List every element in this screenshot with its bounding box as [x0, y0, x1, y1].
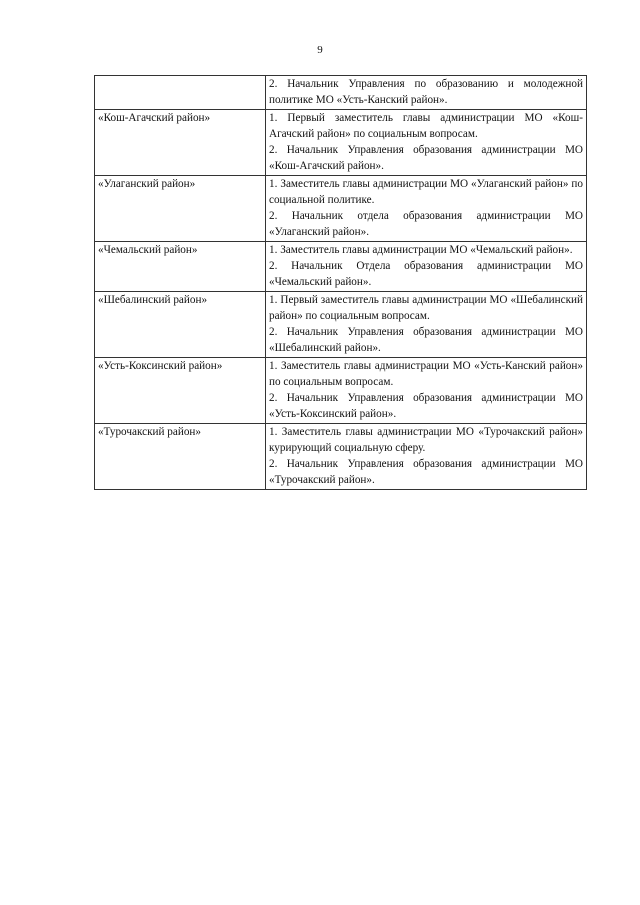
official-entry: 1. Первый заместитель главы администрации МО «Шебалинский район» по социальным вопросам.	[269, 294, 583, 322]
district-cell: «Кош-Агачский район»	[95, 110, 266, 176]
table-row	[95, 110, 587, 176]
official-entry: 2. Начальник отдела образования администрации МО «Улаганский район».	[269, 210, 583, 238]
table-row	[95, 242, 587, 292]
district-cell: «Улаганский район»	[95, 176, 266, 242]
official-entry: 1. Заместитель главы администрации МО «Турочакский район» курирующий социальную сферу.	[269, 426, 583, 454]
officials-cell	[266, 424, 587, 490]
table-row	[95, 176, 587, 242]
officials-cell	[266, 76, 587, 110]
district-cell	[95, 76, 266, 110]
officials-cell	[266, 292, 587, 358]
table-row	[95, 76, 587, 110]
official-entry: 2. Начальник Управления образования администрации МО «Кош-Агачский район».	[269, 144, 583, 172]
districts-officials-table	[94, 75, 587, 490]
official-entry: 2. Начальник Управления образования администрации МО «Шебалинский район».	[269, 326, 583, 354]
official-entry: 2. Начальник Отдела образования администрации МО «Чемальский район».	[269, 260, 583, 288]
page-number: 9	[317, 44, 323, 56]
officials-cell	[266, 358, 587, 424]
district-cell: «Турочакский район»	[95, 424, 266, 490]
official-entry: 2. Начальник Управления образования администрации МО «Усть-Коксинский район».	[269, 392, 583, 420]
official-entry: 1. Заместитель главы администрации МО «Усть-Канский район» по социальным вопросам.	[269, 360, 583, 388]
official-entry: 2. Начальник Управления по образованию и молодежной политике МО «Усть-Канский район».	[269, 78, 583, 106]
official-entry: 1. Первый заместитель главы администрации МО «Кош-Агачский район» по социальным вопросам.	[269, 112, 583, 140]
district-cell: «Шебалинский район»	[95, 292, 266, 358]
district-cell: «Чемальский район»	[95, 242, 266, 292]
officials-cell	[266, 110, 587, 176]
table-row	[95, 358, 587, 424]
table-row	[95, 424, 587, 490]
table-row	[95, 292, 587, 358]
official-entry: 1. Заместитель главы администрации МО «Чемальский район».	[269, 244, 573, 256]
district-cell: «Усть-Коксинский район»	[95, 358, 266, 424]
official-entry: 1. Заместитель главы администрации МО «Улаганский район» по социальной политике.	[269, 178, 583, 206]
official-entry: 2. Начальник Управления образования администрации МО «Турочакский район».	[269, 458, 583, 486]
officials-cell	[266, 176, 587, 242]
officials-cell	[266, 242, 587, 292]
